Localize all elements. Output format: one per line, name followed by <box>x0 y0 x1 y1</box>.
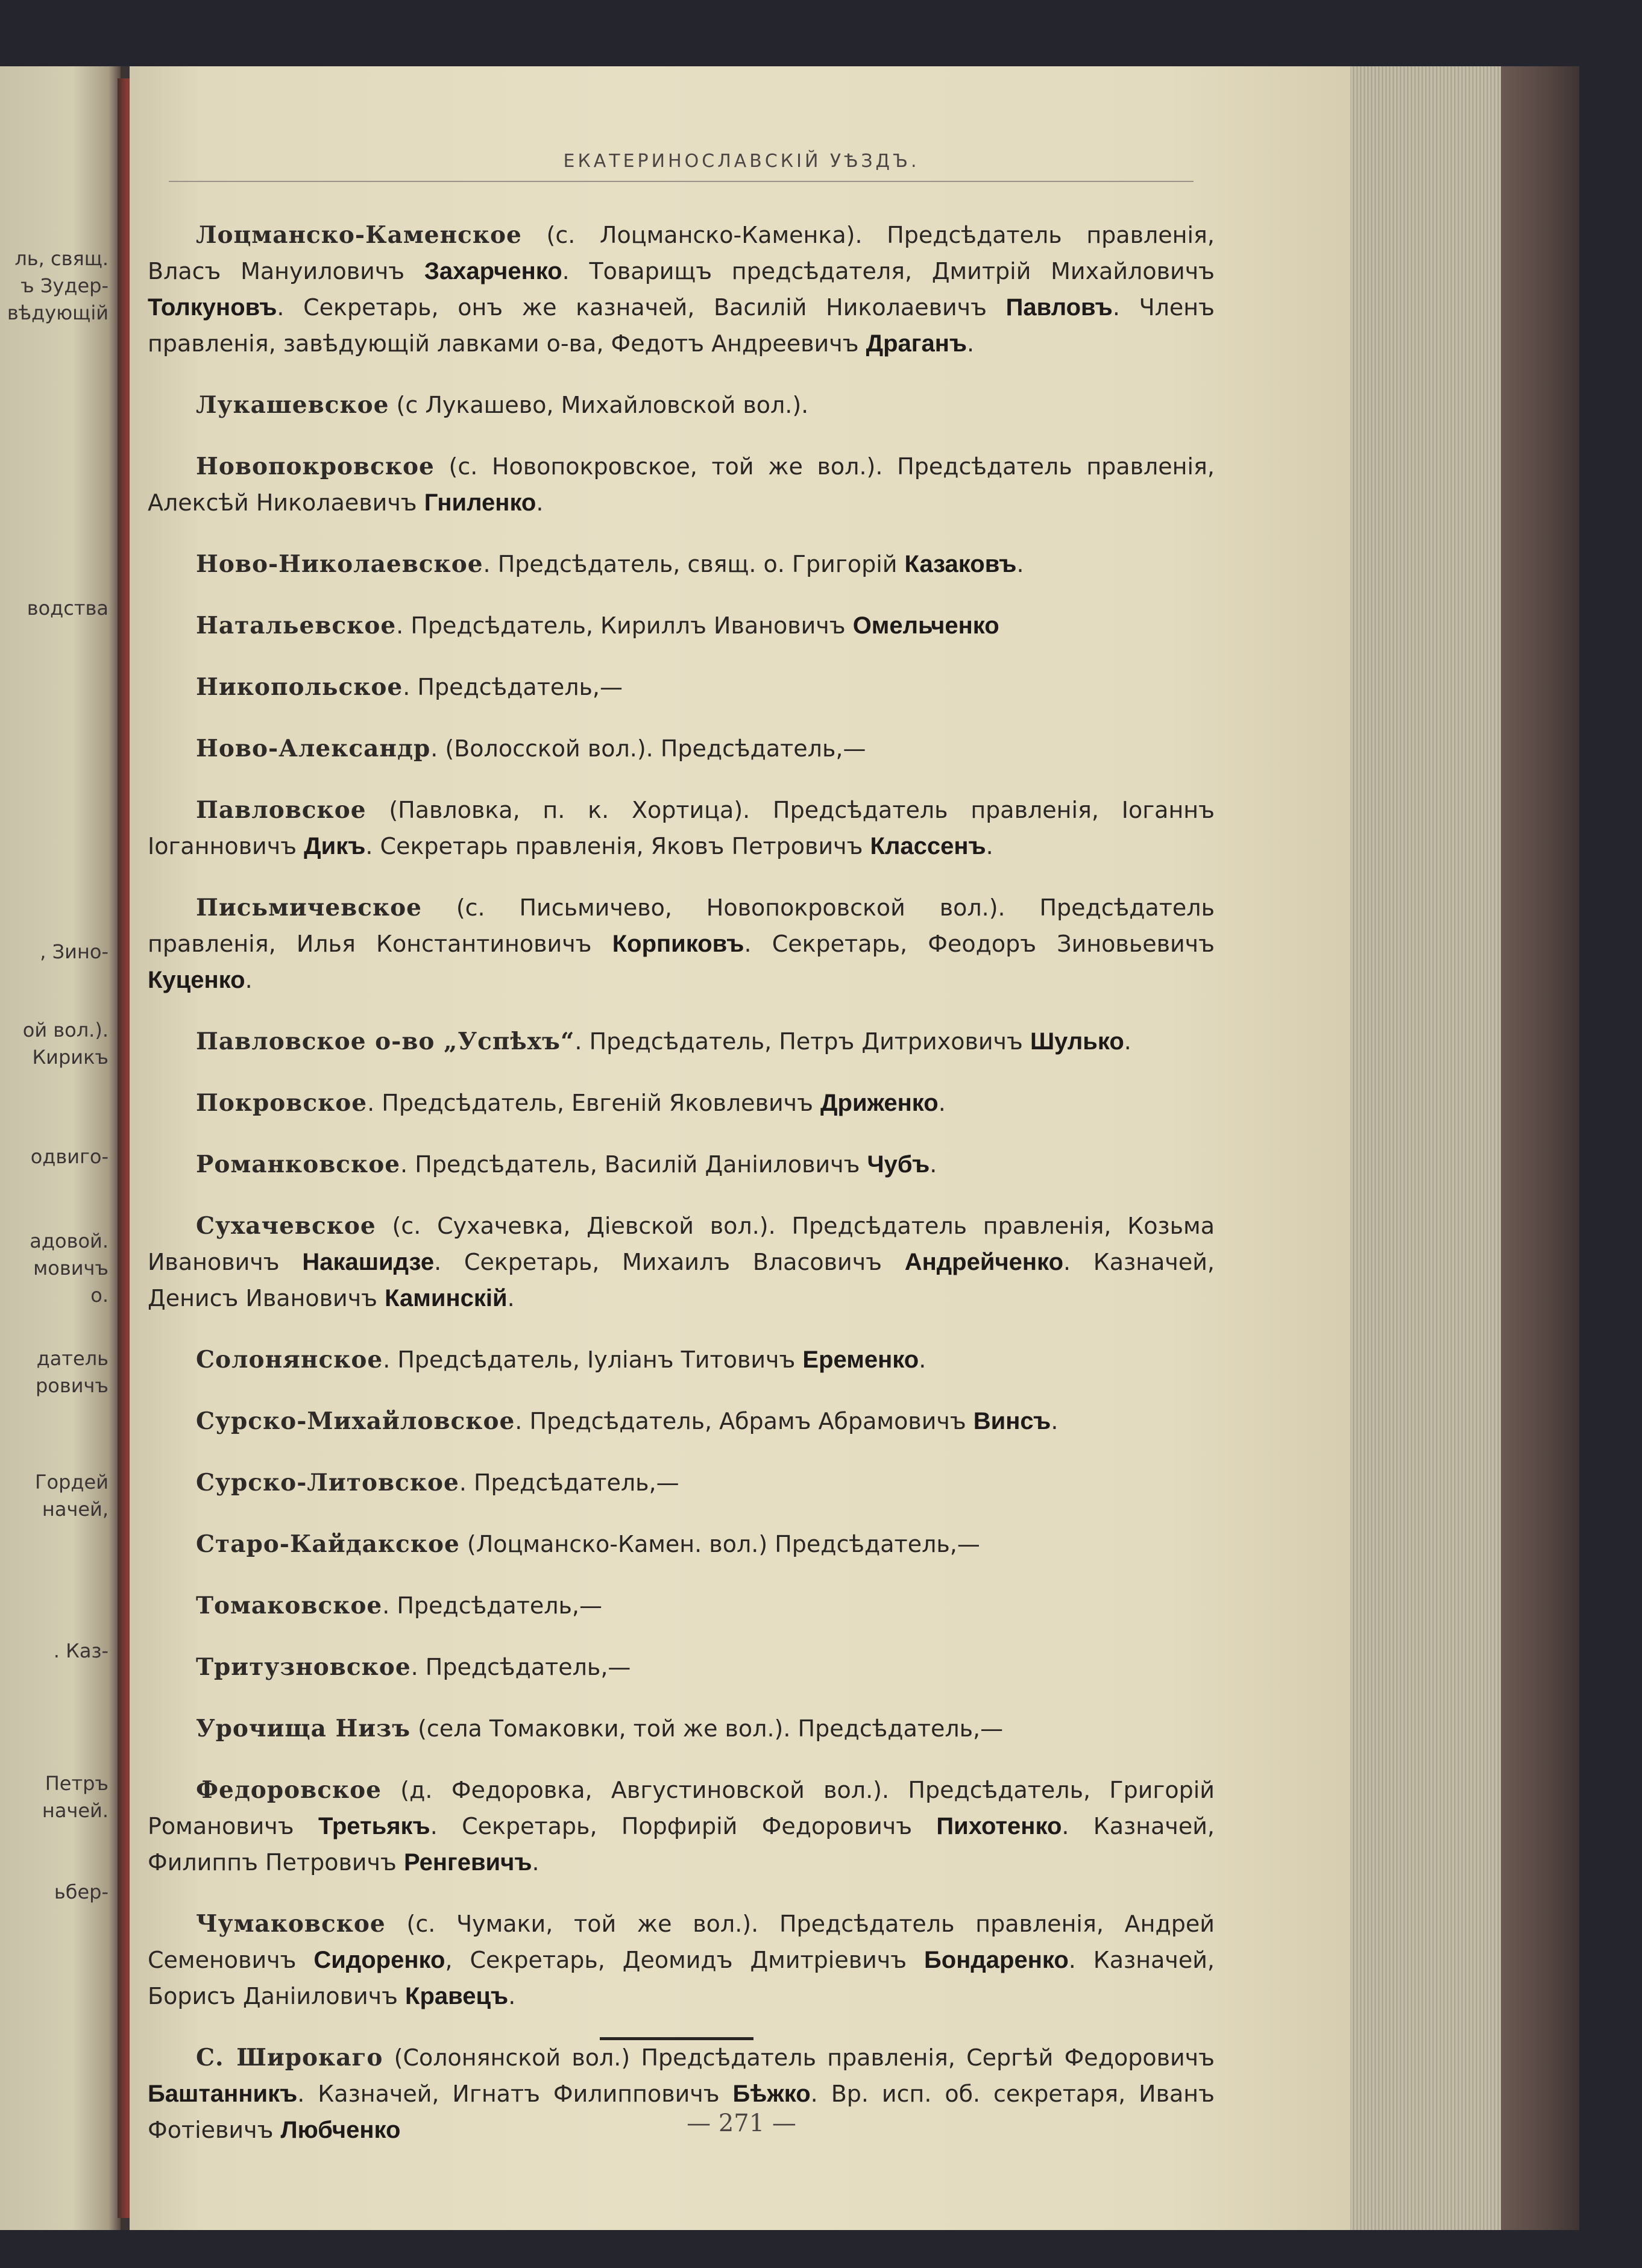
prev-page-fragment: ровичъ <box>35 1374 109 1397</box>
person-name: Любченко <box>280 2117 401 2143</box>
prev-page-fragment: Петръ <box>45 1772 109 1795</box>
entry-chumakovskoe: Чумаковское (с. Чумаки, той же вол.). Предсѣдатель правленія, Андрей Семеновичъ Сидоренко, Секретарь, Деомидъ Дмитріевичъ Бондаренко. Казначей, Борисъ Даніиловичъ Кравецъ. <box>148 1910 1215 2009</box>
place-name: Павловское о-во „Успѣхъ“ <box>196 1028 575 1055</box>
place-name: Сухачевское <box>196 1212 376 1240</box>
person-name: Классенъ <box>870 833 986 859</box>
place-name: Чумаковское <box>196 1910 386 1938</box>
prev-page-fragment: Кирикъ <box>32 1046 109 1069</box>
entry-fedorovskoe: Федоровское (д. Федоровка, Августиновской вол.). Предсѣдатель, Григорій Романовичъ Третьякъ. Секретарь, Порфирій Федоровичъ Пихотенко. Казначей, Филиппъ Петровичъ Ренгевичъ. <box>148 1776 1215 1876</box>
person-name: Каминскій <box>385 1285 508 1311</box>
prev-page-fragment: адовой. <box>30 1230 109 1252</box>
entry-tomakovskoe: Томаковское. Предсѣдатель,— <box>196 1592 602 1619</box>
place-name: Никопольское <box>196 673 403 701</box>
place-name: Сурско-Михайловское <box>196 1407 515 1435</box>
person-name: Ренгевичъ <box>403 1849 532 1876</box>
entry-pismichevskoe: Письмичевское (с. Письмичево, Новопокровской вол.). Предсѣдатель правленія, Илья Константиновичъ Корпиковъ. Секретарь, Феодоръ Зиновьевичъ Куценко. <box>148 894 1215 993</box>
prev-page-fragment: датель <box>36 1347 109 1370</box>
end-divider <box>600 2037 753 2040</box>
page-number: — 271 — <box>687 2109 796 2137</box>
place-name: Лоцманско-Каменское <box>196 221 522 249</box>
previous-page-edge <box>0 66 121 2230</box>
person-name: Драганъ <box>866 330 967 357</box>
person-name: Шулько <box>1030 1028 1124 1055</box>
person-name: Омельченко <box>852 612 999 639</box>
place-name: Павловское <box>196 796 366 824</box>
person-name: Еременко <box>802 1346 919 1373</box>
place-name: Ново-Александр <box>196 735 431 762</box>
person-name: Бондаренко <box>924 1947 1069 1973</box>
person-name: Куценко <box>148 967 245 993</box>
entry-solonyanskoe: Солонянское. Предсѣдатель, Іуліанъ Титовичъ Еременко. <box>196 1346 926 1374</box>
running-head: ЕКАТЕРИНОСЛАВСКІЙ УѢЗДЪ. <box>563 151 920 172</box>
entry-lotsmansko-kamenskoe: Лоцманско-Каменское (с. Лоцманско-Каменка). Предсѣдатель правленія, Власъ Мануиловичъ Захарченко. Товарищъ предсѣдателя, Дмитрій Михайловичъ Толкуновъ. Секретарь, онъ же казначей, Василій Николаевичъ Павловъ. Членъ правленія, завѣдующій лавками о-ва, Федотъ Андреевичъ Драганъ. <box>148 221 1215 357</box>
prev-page-fragment: одвиго- <box>30 1145 109 1168</box>
entry-novopokrovskoe: Новопокровское (с. Новопокровское, той же вол.). Предсѣдатель правленія, Алексѣй Николаевичъ Гниленко. <box>148 453 1215 516</box>
person-name: Толкуновъ <box>148 294 277 321</box>
place-name: Старо-Кайдакское <box>196 1530 460 1558</box>
entry-pavlovskoe-uspekh: Павловское о-во „Успѣхъ“. Предсѣдатель, Петръ Дитриховичъ Шулько. <box>196 1028 1131 1055</box>
prev-page-fragment: о. <box>90 1284 109 1307</box>
person-name: Павловъ <box>1005 294 1113 321</box>
entry-natalevskoe: Натальевское. Предсѣдатель, Кириллъ Ивановичъ Омельченко <box>196 612 999 639</box>
entry-novo-aleksandr: Ново-Александр. (Волосской вол.). Предсѣдатель,— <box>196 735 866 762</box>
place-name: Новопокровское <box>196 453 435 480</box>
entry-sursko-mikhaylovskoe: Сурско-Михайловское. Предсѣдатель, Абрамъ Абрамовичъ Винсъ. <box>196 1407 1058 1435</box>
prev-page-fragment: начей, <box>42 1498 109 1521</box>
place-name: С. Широкаго <box>196 2044 383 2072</box>
person-name: Пихотенко <box>936 1813 1062 1839</box>
place-name: Натальевское <box>196 612 397 639</box>
page-stack-edge <box>1350 66 1501 2230</box>
person-name: Казаковъ <box>904 551 1017 577</box>
entry-staro-kaydakskoe: Старо-Кайдакское (Лоцманско-Камен. вол.) Предсѣдатель,— <box>196 1530 980 1558</box>
prev-page-fragment: , Зино- <box>40 940 109 963</box>
book-cover-edge <box>1501 66 1579 2230</box>
entry-pokrovskoe: Покровское. Предсѣдатель, Евгеній Яковлевичъ Дриженко. <box>196 1089 946 1117</box>
person-name: Накашидзе <box>302 1249 435 1275</box>
entry-urochishcha-niz: Урочища Низъ (села Томаковки, той же вол.). Предсѣдатель,— <box>196 1715 1004 1742</box>
entry-nikopolskoe: Никопольское. Предсѣдатель,— <box>196 673 623 701</box>
person-name: Андрейченко <box>904 1249 1063 1275</box>
person-name: Чубъ <box>867 1151 930 1178</box>
place-name: Покровское <box>196 1089 368 1117</box>
page-content <box>148 217 1215 2173</box>
person-name: Корпиковъ <box>612 931 744 957</box>
person-name: Третьякъ <box>318 1813 430 1839</box>
prev-page-fragment: ьбер- <box>54 1880 109 1903</box>
prev-page-fragment: мовичъ <box>33 1257 109 1280</box>
prev-page-fragment: водства <box>27 597 109 620</box>
place-name: Сурско-Литовское <box>196 1469 459 1497</box>
prev-page-fragment: начей. <box>42 1799 109 1822</box>
entry-lukashevskoe: Лукашевское (с Лукашево, Михайловской вол.). <box>196 391 809 419</box>
prev-page-fragment: ой вол.). <box>22 1019 109 1041</box>
person-name: Гниленко <box>424 489 536 516</box>
place-name: Урочища Низъ <box>196 1715 411 1742</box>
person-name: Баштанникъ <box>148 2081 298 2107</box>
place-name: Томаковское <box>196 1592 383 1619</box>
prev-page-fragment: . Каз- <box>53 1639 109 1662</box>
person-name: Захарченко <box>424 258 562 284</box>
prev-page-fragment: Гордей <box>34 1471 109 1494</box>
entry-sursko-litovskoe: Сурско-Литовское. Предсѣдатель,— <box>196 1469 679 1497</box>
place-name: Федоровское <box>196 1776 382 1804</box>
place-name: Романковское <box>196 1151 401 1178</box>
header-divider <box>169 181 1194 182</box>
person-name: Винсъ <box>973 1408 1051 1434</box>
entry-novo-nikolaevskoe: Ново-Николаевское. Предсѣдатель, свящ. о. Григорій Казаковъ. <box>196 550 1024 578</box>
book-scan <box>0 66 1579 2230</box>
place-name: Письмичевское <box>196 894 422 922</box>
entry-romankovskoe: Романковское. Предсѣдатель, Василій Даніиловичъ Чубъ. <box>196 1151 937 1178</box>
person-name: Дикъ <box>304 833 366 859</box>
prev-page-fragment: ль, свящ. <box>14 247 109 270</box>
person-name: Кравецъ <box>405 1983 509 2009</box>
person-name: Бѣжко <box>732 2081 811 2107</box>
entry-trituznovskoe: Тритузновское. Предсѣдатель,— <box>196 1653 631 1681</box>
place-name: Ново-Николаевское <box>196 550 483 578</box>
entry-pavlovskoe: Павловское (Павловка, п. к. Хортица). Предсѣдатель правленія, Іоганнъ Іоганновичъ Дикъ. Секретарь правленія, Яковъ Петровичъ Классенъ. <box>148 796 1215 859</box>
prev-page-fragment: вѣдующій <box>7 301 109 324</box>
entry-s-shirokago: С. Широкаго (Солонянской вол.) Предсѣдатель правленія, Сергѣй Федоровичъ Баштанникъ. Казначей, Игнатъ Филипповичъ Бѣжко. Вр. исп. об. секретаря, Иванъ Фотіевичъ Любченко <box>148 2044 1215 2143</box>
place-name: Тритузновское <box>196 1653 411 1681</box>
place-name: Лукашевское <box>196 391 389 419</box>
prev-page-fragment: ъ Зудер- <box>20 274 109 297</box>
entry-sukhachevskoe: Сухачевское (с. Сухачевка, Діевской вол.). Предсѣдатель правленія, Козьма Ивановичъ Накашидзе. Секретарь, Михаилъ Власовичъ Андрейченко. Казначей, Денисъ Ивановичъ Каминскій. <box>148 1212 1215 1311</box>
person-name: Сидоренко <box>313 1947 445 1973</box>
person-name: Дриженко <box>820 1090 939 1116</box>
place-name: Солонянское <box>196 1346 383 1374</box>
